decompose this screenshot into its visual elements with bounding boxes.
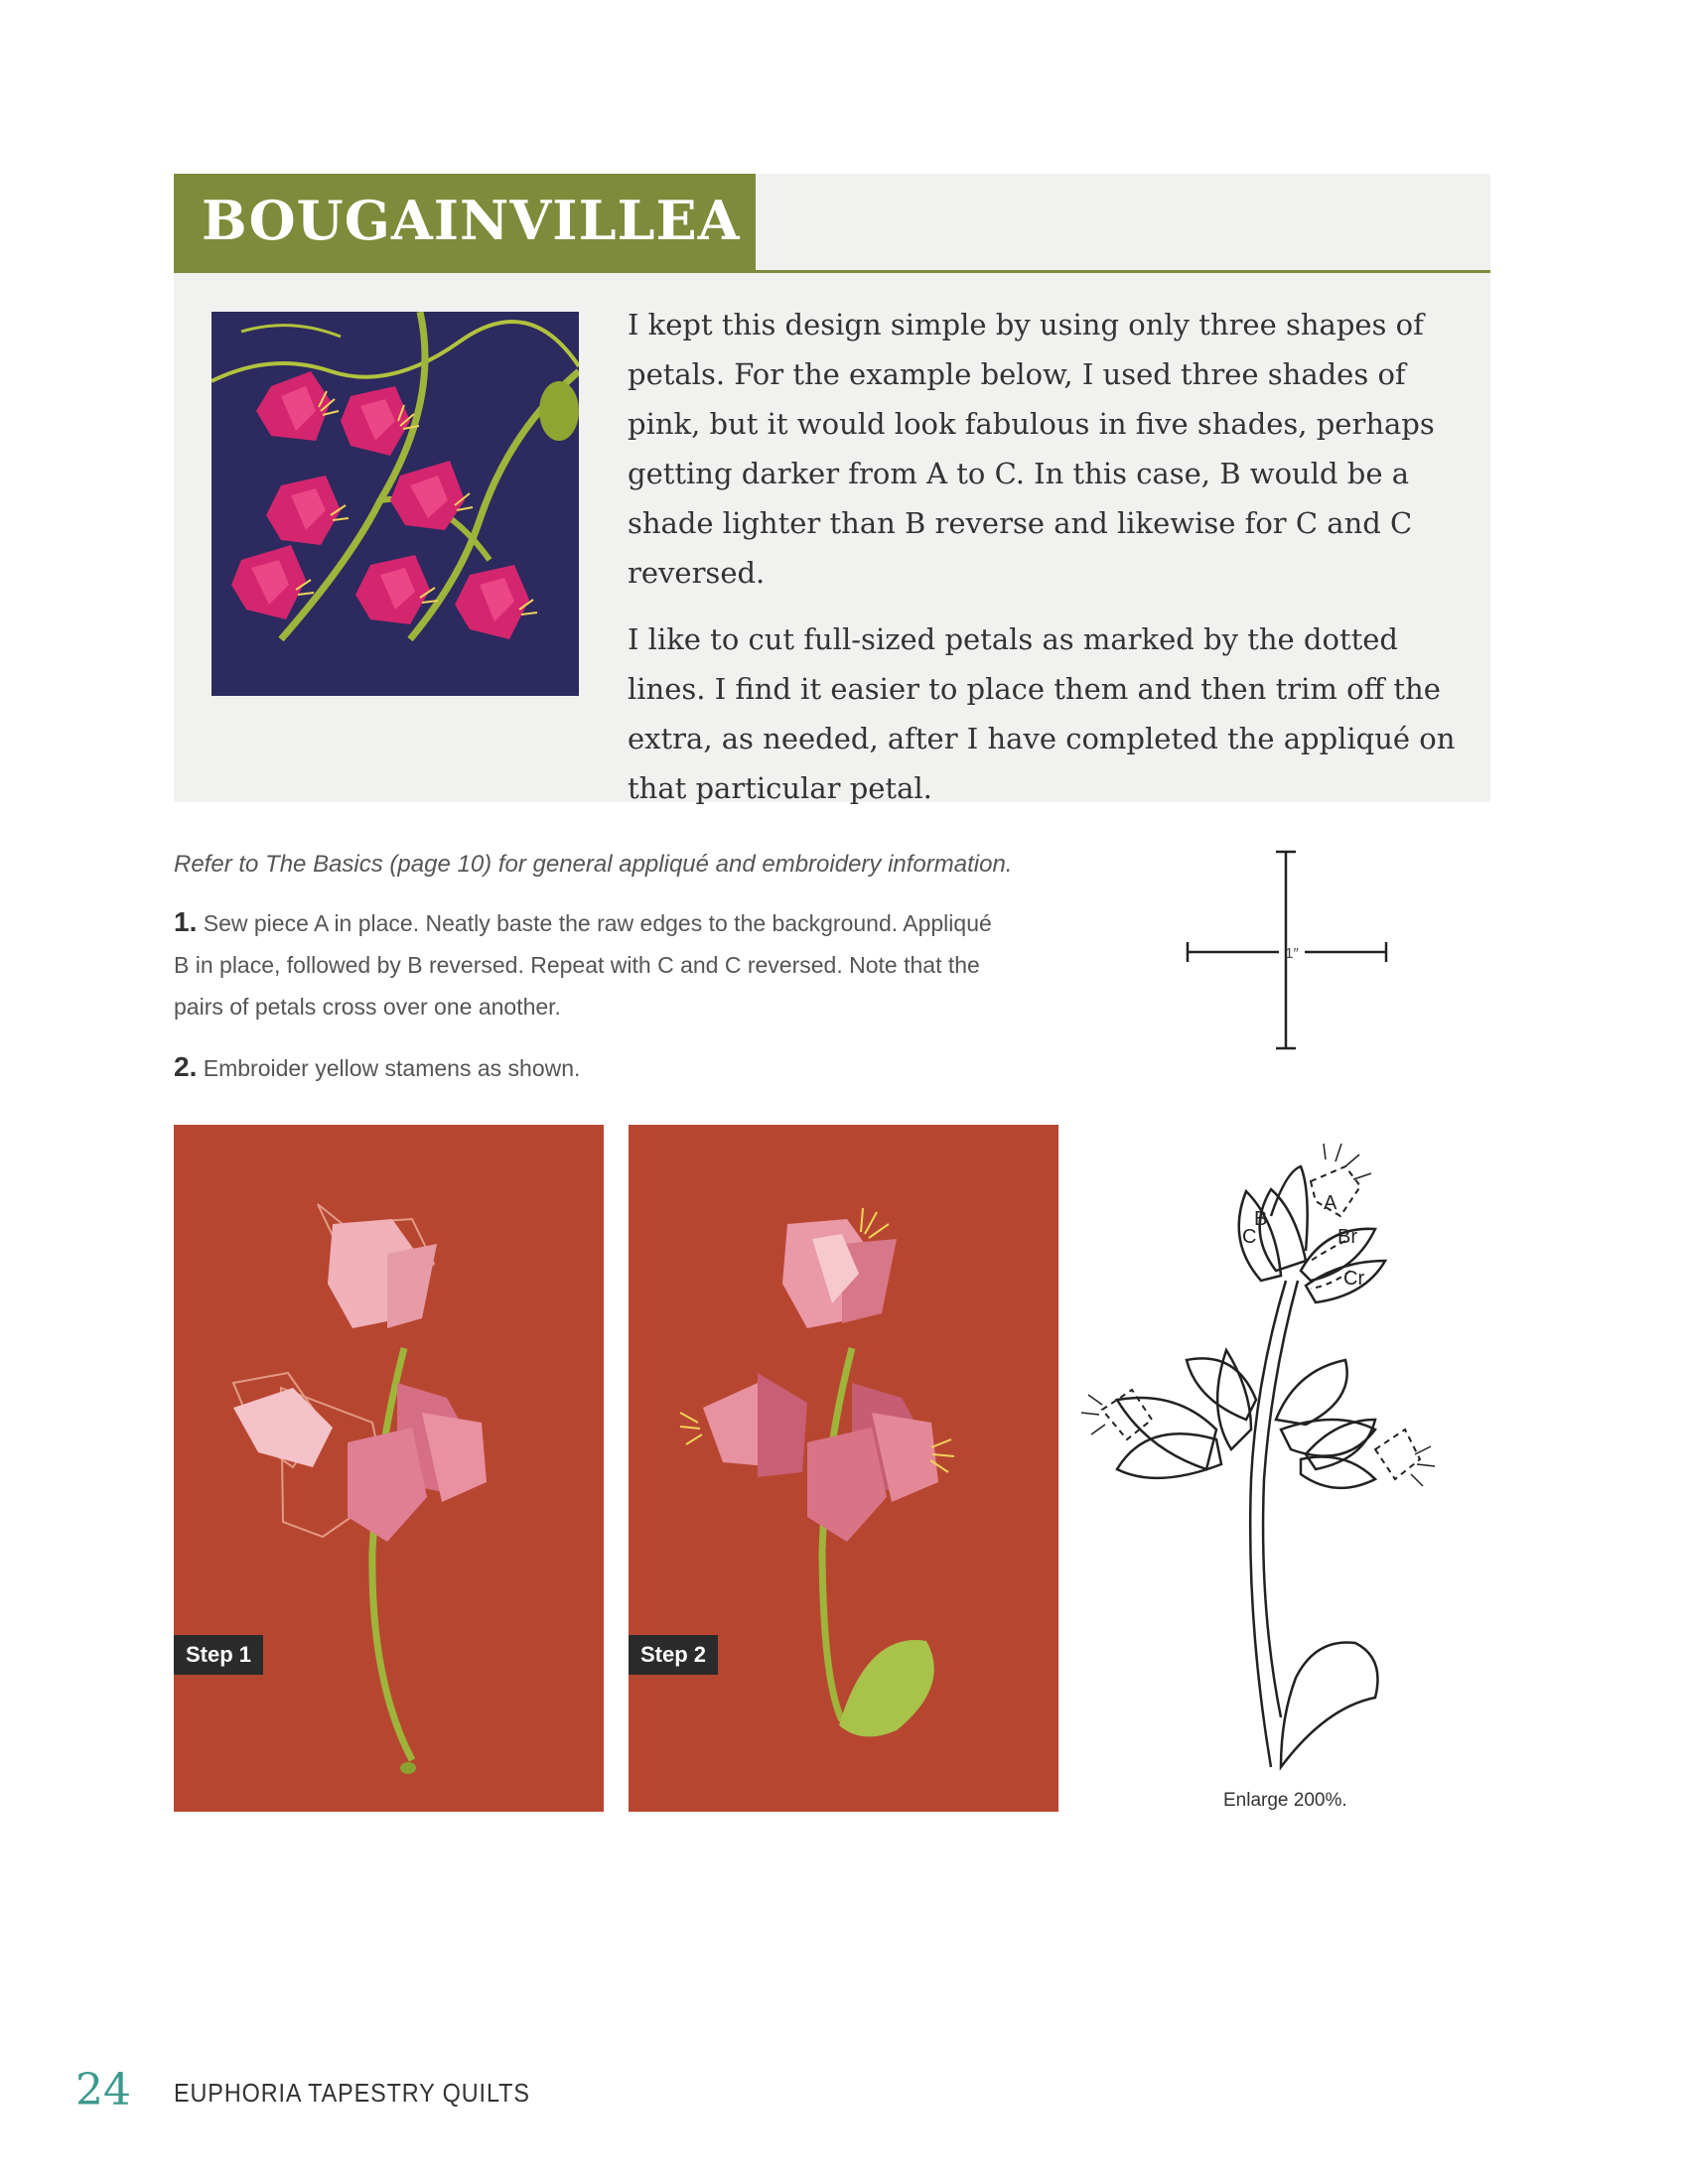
intro-paragraph-1: I kept this design simple by using only three shapes of petals. For the example below, I used three shades of pink, but it would look fabulous in five shades, perhaps getting darker from A to C. In this case, B would be a shade lighter than B reverse and likewise for C and C reversed. xyxy=(628,308,1435,590)
pattern-label-cr: Cr xyxy=(1343,1268,1365,1290)
refer-note: Refer to The Basics (page 10) for general appliqué and embroidery information. xyxy=(174,851,1013,878)
intro-text xyxy=(628,300,1457,830)
bougainvillea-pattern-drawing xyxy=(1077,1122,1455,1777)
intro-paragraph-2: I like to cut full-sized petals as marked by the dotted lines. I find it easier to place them and then trim off the extra, as needed, after I have completed the appliqué on that particular petal. xyxy=(628,622,1456,805)
step-2-photo xyxy=(629,1125,1058,1812)
page-number: 24 xyxy=(75,2065,131,2116)
pattern-label-a: A xyxy=(1324,1192,1337,1214)
step-text: Embroider yellow stamens as shown. xyxy=(203,1055,581,1081)
section-title: BOUGAINVILLEA xyxy=(202,189,741,252)
pattern-label-br: Br xyxy=(1337,1226,1357,1248)
scale-label: 1″ xyxy=(1285,945,1299,962)
step-2 xyxy=(174,1046,1008,1089)
scale-cross xyxy=(1180,846,1398,1054)
step-number: 1. xyxy=(174,906,198,937)
pattern-label-c: C xyxy=(1242,1226,1257,1248)
book-title: EUPHORIA TAPESTRY QUILTS xyxy=(174,2078,530,2108)
enlarge-note: Enlarge 200%. xyxy=(1223,1790,1347,1811)
step-1-photo xyxy=(174,1125,604,1812)
step-number: 2. xyxy=(174,1051,198,1082)
step-text: Sew piece A in place. Neatly baste the raw edges to the background. Appliqué B in place, followed by B reversed. Repeat with C and C reversed. Note that the pairs of petals cross over one another. xyxy=(174,910,992,1020)
step-2-tag: Step 2 xyxy=(629,1635,718,1675)
pattern-label-b: B xyxy=(1254,1208,1268,1230)
bougainvillea-quilt-photo xyxy=(211,312,579,696)
step-1-tag: Step 1 xyxy=(174,1635,263,1675)
title-rule xyxy=(174,270,1490,273)
step-1 xyxy=(174,901,1008,1027)
